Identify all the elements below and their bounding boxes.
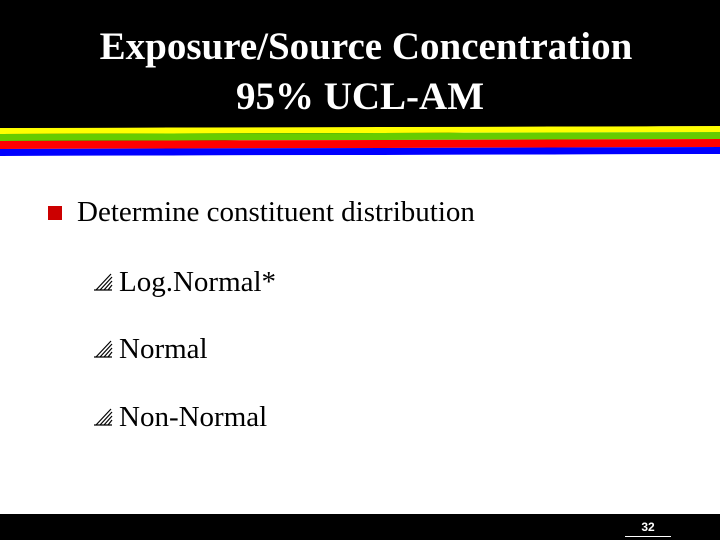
pen-hatch-icon xyxy=(91,405,115,429)
sub-bullet-text: Non-Normal xyxy=(119,400,268,433)
page-number-underline xyxy=(625,536,671,537)
square-bullet-icon xyxy=(48,206,62,220)
color-stripes xyxy=(0,124,720,160)
title-line-2: 95% UCL-AM xyxy=(235,75,485,118)
main-bullet xyxy=(48,192,475,232)
slide-title xyxy=(0,22,720,122)
sub-bullet-item xyxy=(91,397,267,437)
pen-hatch-icon xyxy=(91,270,115,294)
footer-band xyxy=(0,514,720,540)
title-line-1: Exposure/Source Concentration xyxy=(99,25,633,68)
sub-bullet-text: Log.Normal* xyxy=(119,265,277,298)
sub-bullet-item xyxy=(91,329,208,369)
sub-bullet-item xyxy=(91,262,276,302)
page-number: 32 xyxy=(641,520,655,534)
pen-hatch-icon xyxy=(91,337,115,361)
main-bullet-text: Determine constituent distribution xyxy=(77,195,475,228)
stripes-graphic xyxy=(0,124,720,160)
sub-bullet-text: Normal xyxy=(119,332,208,365)
